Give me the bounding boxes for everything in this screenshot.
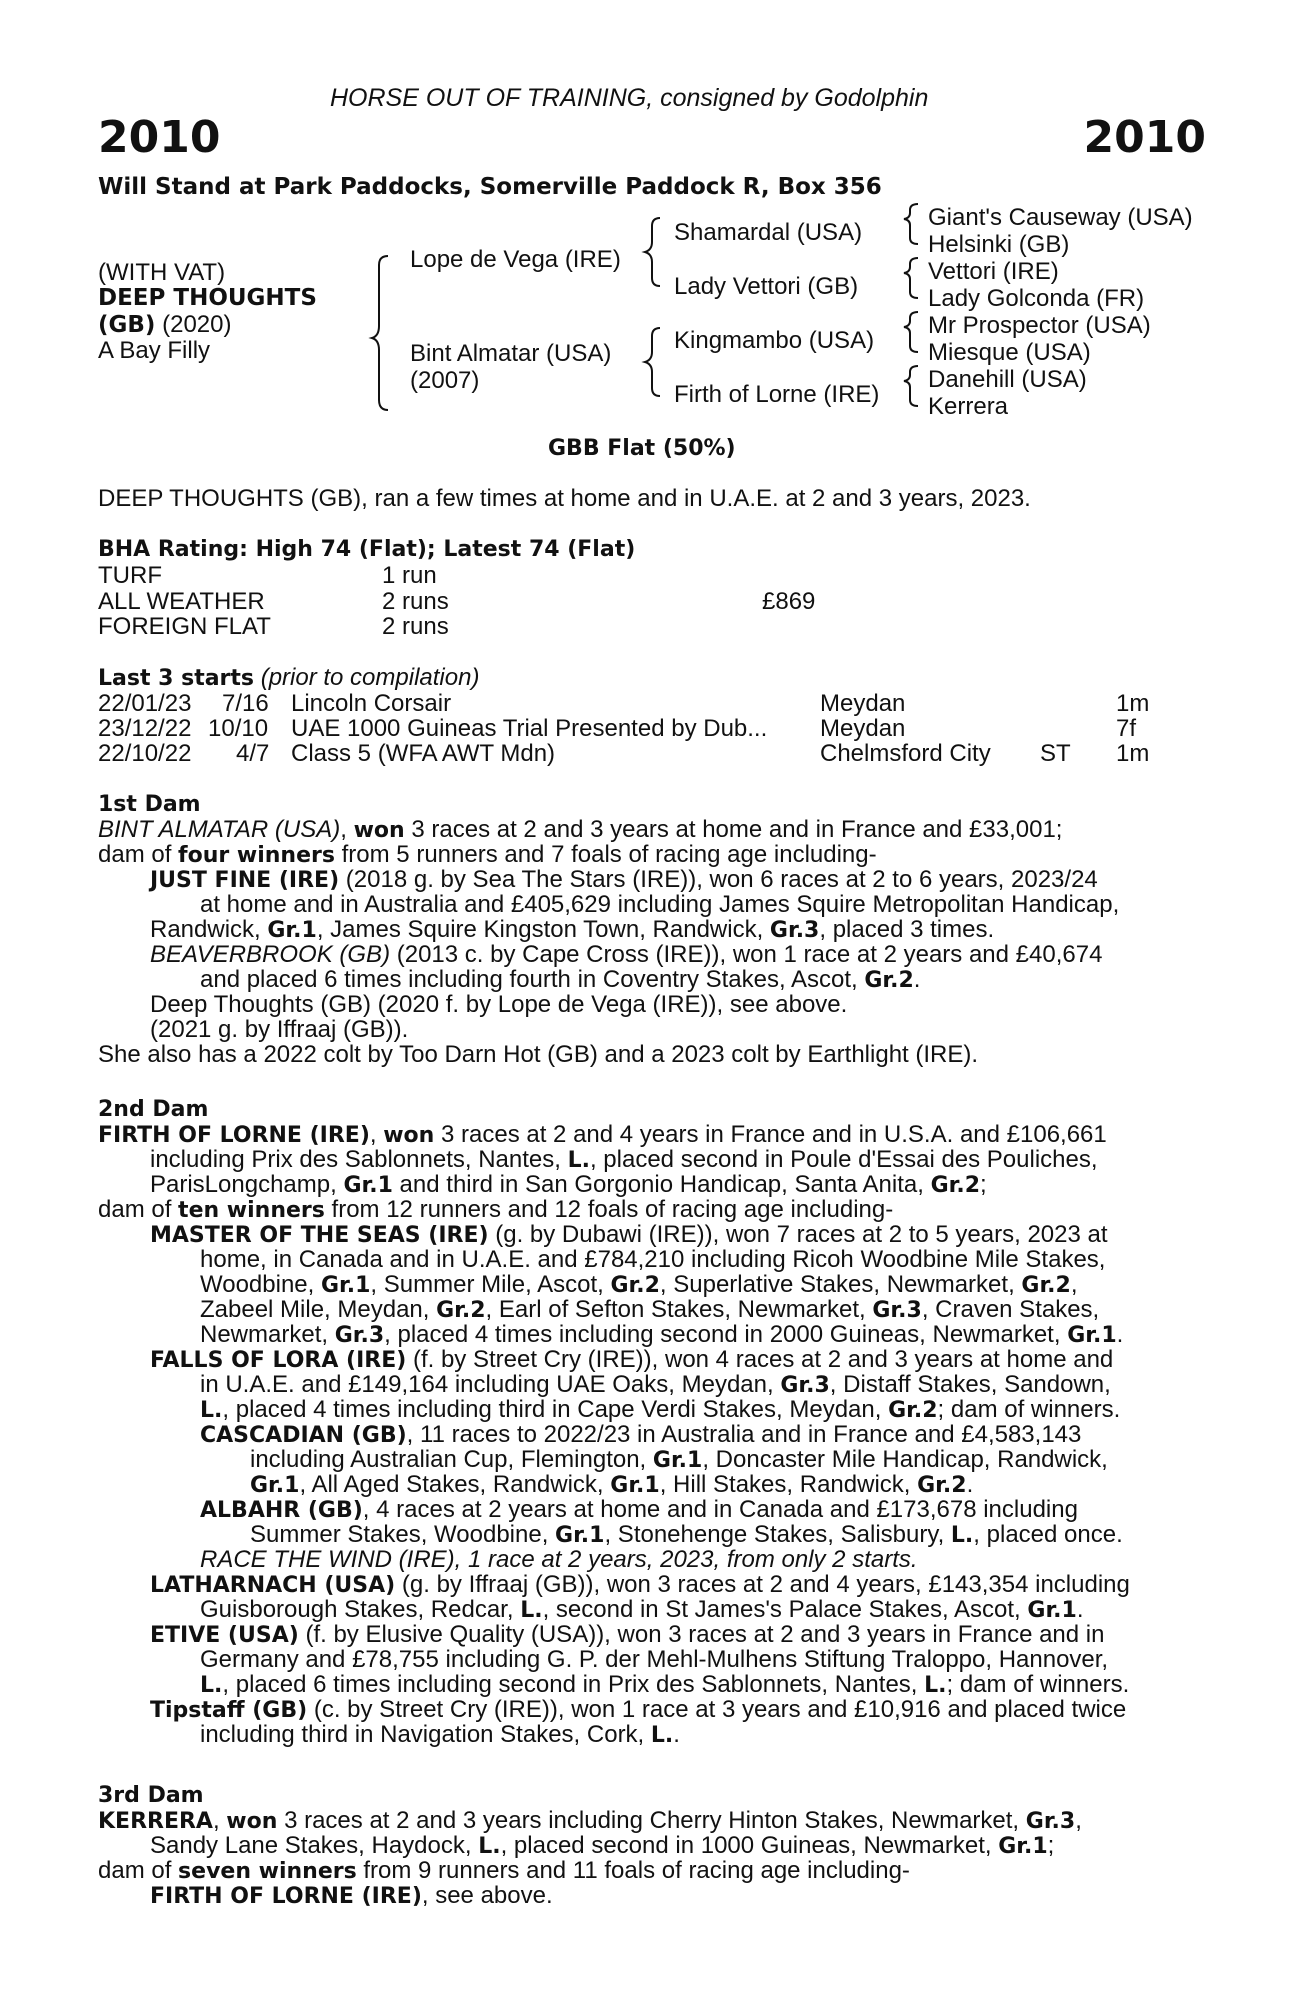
dam3-line: KERRERA, won 3 races at 2 and 3 years including Cherry Hinton Stakes, Newmarket, Gr.3, xyxy=(98,1807,1082,1834)
stand-location: Will Stand at Park Paddocks, Somerville Paddock R, Box 356 xyxy=(98,174,882,200)
sire-dam: Lady Vettori (GB) xyxy=(674,273,859,300)
dam2-line: RACE THE WIND (IRE), 1 race at 2 years, 2023, from only 2 starts. xyxy=(200,1546,918,1573)
dam1-line: She also has a 2022 colt by Too Darn Hot (GB) and a 2023 colt by Earthlight (IRE). xyxy=(98,1041,979,1068)
rating-prize: £869 xyxy=(762,588,816,615)
dam2-line: Summer Stakes, Woodbine, Gr.1, Stonehenge Stakes, Salisbury, L., placed once. xyxy=(250,1521,1123,1548)
ancestor-g3: Vettori (IRE) xyxy=(928,258,1059,285)
dam2-line: including third in Navigation Stakes, Cork, L.. xyxy=(200,1721,680,1748)
section-heading: 1st Dam xyxy=(98,792,201,817)
rating-runs: 2 runs xyxy=(382,613,449,640)
lot-number-left: 2010 xyxy=(98,112,221,163)
dam2-line: ParisLongchamp, Gr.1 and third in San Gorgonio Handicap, Santa Anita, Gr.2; xyxy=(150,1171,987,1198)
dam1-line: Deep Thoughts (GB) (2020 f. by Lope de Vega (IRE)), see above. xyxy=(150,991,848,1018)
sire: Lope de Vega (IRE) xyxy=(410,246,621,273)
dam2-line: Newmarket, Gr.3, placed 4 times including second in 2000 Guineas, Newmarket, Gr.1. xyxy=(200,1321,1124,1348)
dam1-line: BEAVERBROOK (GB) (2013 c. by Cape Cross (IRE)), won 1 race at 2 years and £40,674 xyxy=(150,941,1103,968)
ancestor-g2: Helsinki (GB) xyxy=(928,231,1070,258)
horse-origin: (GB) xyxy=(98,312,156,338)
dam2-line: ALBAHR (GB), 4 races at 2 years at home and in Canada and £173,678 including xyxy=(200,1496,1078,1523)
bha-rating: BHA Rating: High 74 (Flat); Latest 74 (Flat) xyxy=(98,537,636,562)
dam1-line: JUST FINE (IRE) (2018 g. by Sea The Stars (IRE)), won 6 races at 2 to 6 years, 2023/24 xyxy=(150,866,1098,893)
start-race: Class 5 (WFA AWT Mdn) xyxy=(291,740,556,767)
ancestor-g5: Mr Prospector (USA) xyxy=(928,312,1151,339)
dam1-line: Randwick, Gr.1, James Squire Kingston Town, Randwick, Gr.3, placed 3 times. xyxy=(150,916,995,943)
dam2-line: LATHARNACH (USA) (g. by Iffraaj (GB)), won 3 races at 2 and 4 years, £143,354 including xyxy=(150,1571,1130,1598)
ancestor-g6: Miesque (USA) xyxy=(928,339,1091,366)
dam1-line: (2021 g. by Iffraaj (GB)). xyxy=(150,1016,409,1043)
dam1-line: BINT ALMATAR (USA), won 3 races at 2 and 3 years at home and in France and £33,001; xyxy=(98,816,1063,843)
rating-surface: FOREIGN FLAT xyxy=(98,613,271,640)
dam-sire: Kingmambo (USA) xyxy=(674,327,875,354)
sire-sire: Shamardal (USA) xyxy=(674,219,863,246)
dam2-line: FALLS OF LORA (IRE) (f. by Street Cry (IRE)), won 4 races at 2 and 3 years at home and xyxy=(150,1346,1114,1373)
start-position: 10/10 xyxy=(208,715,269,742)
dam2-line: Germany and £78,755 including G. P. der Mehl-Mulhens Stiftung Traloppo, Hannover, xyxy=(200,1646,1109,1673)
horse-name: DEEP THOUGHTS xyxy=(98,285,317,311)
dam3-line: dam of seven winners from 9 runners and 11 foals of racing age including- xyxy=(98,1857,910,1884)
consignment-line: HORSE OUT OF TRAINING, consigned by Godolphin xyxy=(330,84,929,112)
dam2-line: Guisborough Stakes, Redcar, L., second in St James's Palace Stakes, Ascot, Gr.1. xyxy=(200,1596,1084,1623)
start-date: 22/01/23 xyxy=(98,690,192,717)
section-heading: 3rd Dam xyxy=(98,1783,204,1808)
rating-runs: 2 runs xyxy=(382,588,449,615)
ancestor-g1: Giant's Causeway (USA) xyxy=(928,204,1193,231)
start-course: Chelmsford City xyxy=(820,740,991,767)
section-heading: 2nd Dam xyxy=(98,1097,209,1122)
ancestor-g4: Lady Golconda (FR) xyxy=(928,285,1145,312)
start-date: 22/10/22 xyxy=(98,740,192,767)
start-race: Lincoln Corsair xyxy=(291,690,452,717)
lot-number-right: 2010 xyxy=(1083,112,1206,163)
dam2-line: Woodbine, Gr.1, Summer Mile, Ascot, Gr.2, Superlative Stakes, Newmarket, Gr.2, xyxy=(200,1271,1078,1298)
vat-note: (WITH VAT) xyxy=(98,259,226,286)
start-position: 4/7 xyxy=(236,740,270,767)
start-surface: ST xyxy=(1040,740,1071,767)
last-starts-heading xyxy=(98,665,479,691)
dam1-line: dam of four winners from 5 runners and 7 foals of racing age including- xyxy=(98,841,877,868)
dam2-line: Tipstaff (GB) (c. by Street Cry (IRE)), won 1 race at 3 years and £10,916 and placed twice xyxy=(150,1696,1127,1723)
start-date: 23/12/22 xyxy=(98,715,192,742)
rating-surface: ALL WEATHER xyxy=(98,588,265,615)
start-distance: 7f xyxy=(1116,715,1137,742)
rating-surface: TURF xyxy=(98,562,162,589)
dam3-line: FIRTH OF LORNE (IRE), see above. xyxy=(150,1882,553,1909)
dam2-line: L., placed 4 times including third in Cape Verdi Stakes, Meydan, Gr.2; dam of winners. xyxy=(200,1396,1121,1423)
last-starts-title: Last 3 starts xyxy=(98,666,255,691)
start-position: 7/16 xyxy=(222,690,269,717)
rating-runs: 1 run xyxy=(382,562,437,589)
dam2-line: ETIVE (USA) (f. by Elusive Quality (USA)), won 3 races at 2 and 3 years in France and in xyxy=(150,1621,1105,1648)
horse-year: (2020) xyxy=(162,311,232,338)
dam2-line: FIRTH OF LORNE (IRE), won 3 races at 2 and 4 years in France and in U.S.A. and £106,661 xyxy=(98,1121,1107,1148)
dam2-line: dam of ten winners from 12 runners and 12 foals of racing age including- xyxy=(98,1196,894,1223)
start-distance: 1m xyxy=(1116,690,1150,717)
last-starts-note: (prior to compilation) xyxy=(260,664,480,691)
dam: Bint Almatar (USA) xyxy=(410,340,612,367)
dam2-line: MASTER OF THE SEAS (IRE) (g. by Dubawi (IRE)), won 7 races at 2 to 5 years, 2023 at xyxy=(150,1221,1108,1248)
dam2-line: including Australian Cup, Flemington, Gr.1, Doncaster Mile Handicap, Randwick, xyxy=(250,1446,1108,1473)
start-course: Meydan xyxy=(820,715,906,742)
dam3-line: Sandy Lane Stakes, Haydock, L., placed second in 1000 Guineas, Newmarket, Gr.1; xyxy=(150,1832,1055,1859)
dam1-line: and placed 6 times including fourth in Coventry Stakes, Ascot, Gr.2. xyxy=(200,966,921,993)
dam2-line: in U.A.E. and £149,164 including UAE Oaks, Meydan, Gr.3, Distaff Stakes, Sandown, xyxy=(200,1371,1111,1398)
dam2-line: CASCADIAN (GB), 11 races to 2022/23 in Australia and in France and £4,583,143 xyxy=(200,1421,1082,1448)
racing-summary: DEEP THOUGHTS (GB), ran a few times at home and in U.A.E. at 2 and 3 years, 2023. xyxy=(98,485,1031,512)
dam2-line: Gr.1, All Aged Stakes, Randwick, Gr.1, Hill Stakes, Randwick, Gr.2. xyxy=(250,1471,974,1498)
start-course: Meydan xyxy=(820,690,906,717)
dam2-line: home, in Canada and in U.A.E. and £784,210 including Ricoh Woodbine Mile Stakes, xyxy=(200,1246,1106,1273)
start-race: UAE 1000 Guineas Trial Presented by Dub... xyxy=(291,715,768,742)
dam1-line: at home and in Australia and £405,629 including James Squire Metropolitan Handicap, xyxy=(200,891,1120,918)
horse-description: A Bay Filly xyxy=(98,337,211,364)
dam-dam: Firth of Lorne (IRE) xyxy=(674,381,880,408)
dam2-line: L., placed 6 times including second in Prix des Sablonnets, Nantes, L.; dam of winners. xyxy=(200,1671,1130,1698)
ancestor-g7: Danehill (USA) xyxy=(928,366,1087,393)
dam2-line: including Prix des Sablonnets, Nantes, L., placed second in Poule d'Essai des Pouliches, xyxy=(150,1146,1098,1173)
ancestor-g8: Kerrera xyxy=(928,393,1009,420)
gbb-note: GBB Flat (50%) xyxy=(548,436,736,461)
dam2-line: Zabeel Mile, Meydan, Gr.2, Earl of Sefton Stakes, Newmarket, Gr.3, Craven Stakes, xyxy=(200,1296,1100,1323)
dam-year: (2007) xyxy=(410,367,480,394)
start-distance: 1m xyxy=(1116,740,1150,767)
